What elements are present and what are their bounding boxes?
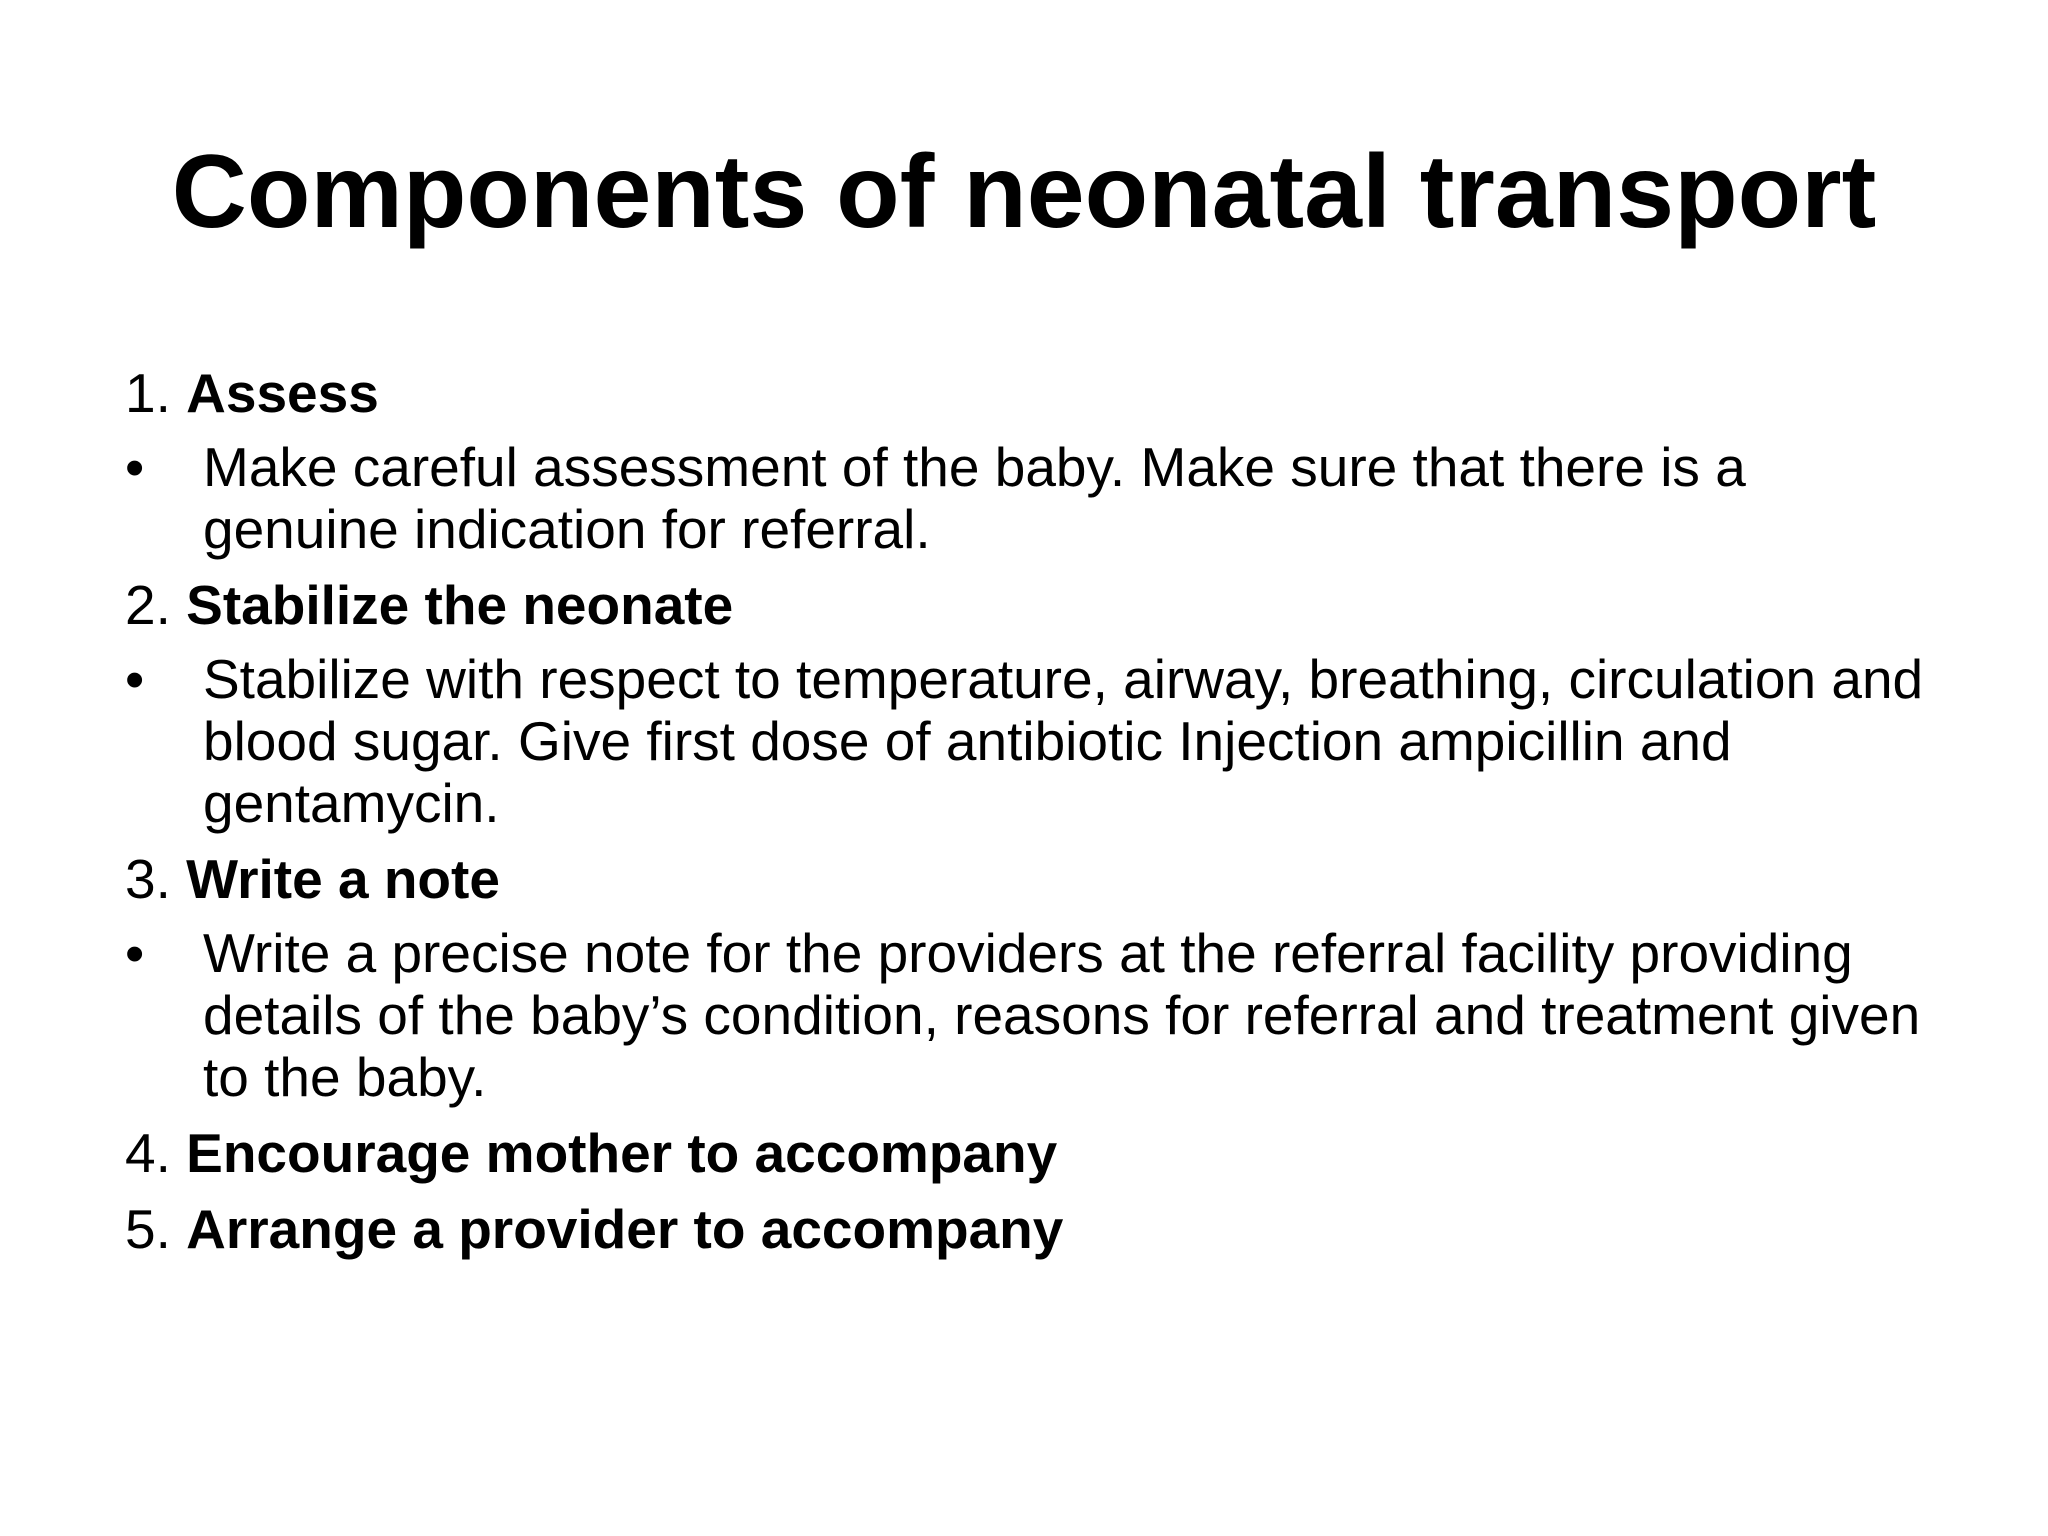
slide-title: Components of neonatal transport <box>171 134 1877 250</box>
item-number: 3. <box>125 848 171 910</box>
bullet-text: Write a precise note for the providers at the referral facility providing details of the baby’s condition, reasons for referral and treatment given to the baby. <box>203 922 1921 1108</box>
item-heading: Write a note <box>186 848 500 910</box>
item-heading: Stabilize the neonate <box>186 574 734 636</box>
item-number: 1. <box>125 362 171 424</box>
item-number: 2. <box>125 574 171 636</box>
numbered-item-assess <box>125 362 1945 424</box>
item-number: 5. <box>125 1198 171 1260</box>
item-number: 4. <box>125 1122 171 1184</box>
numbered-item-stabilize <box>125 574 1945 636</box>
item-heading: Assess <box>186 362 379 424</box>
numbered-item-encourage-mother <box>125 1122 1945 1184</box>
bullet-icon: • <box>125 648 145 710</box>
slide-content <box>125 362 1945 1260</box>
bullet-item-write-note-detail <box>125 922 1945 1108</box>
bullet-icon: • <box>125 436 145 498</box>
bullet-icon: • <box>125 922 145 984</box>
item-heading: Encourage mother to accompany <box>186 1122 1058 1184</box>
bullet-text: Stabilize with respect to temperature, airway, breathing, circulation and blood sugar. Give first dose of antibiotic Injection ampicillin and gentamycin. <box>203 648 1924 834</box>
bullet-item-stabilize-detail <box>125 648 1945 834</box>
item-heading: Arrange a provider to accompany <box>186 1198 1064 1260</box>
bullet-item-assess-detail <box>125 436 1945 560</box>
numbered-item-write-note <box>125 848 1945 910</box>
numbered-item-arrange-provider <box>125 1198 1945 1260</box>
bullet-text: Make careful assessment of the baby. Make sure that there is a genuine indication for referral. <box>203 436 1746 560</box>
